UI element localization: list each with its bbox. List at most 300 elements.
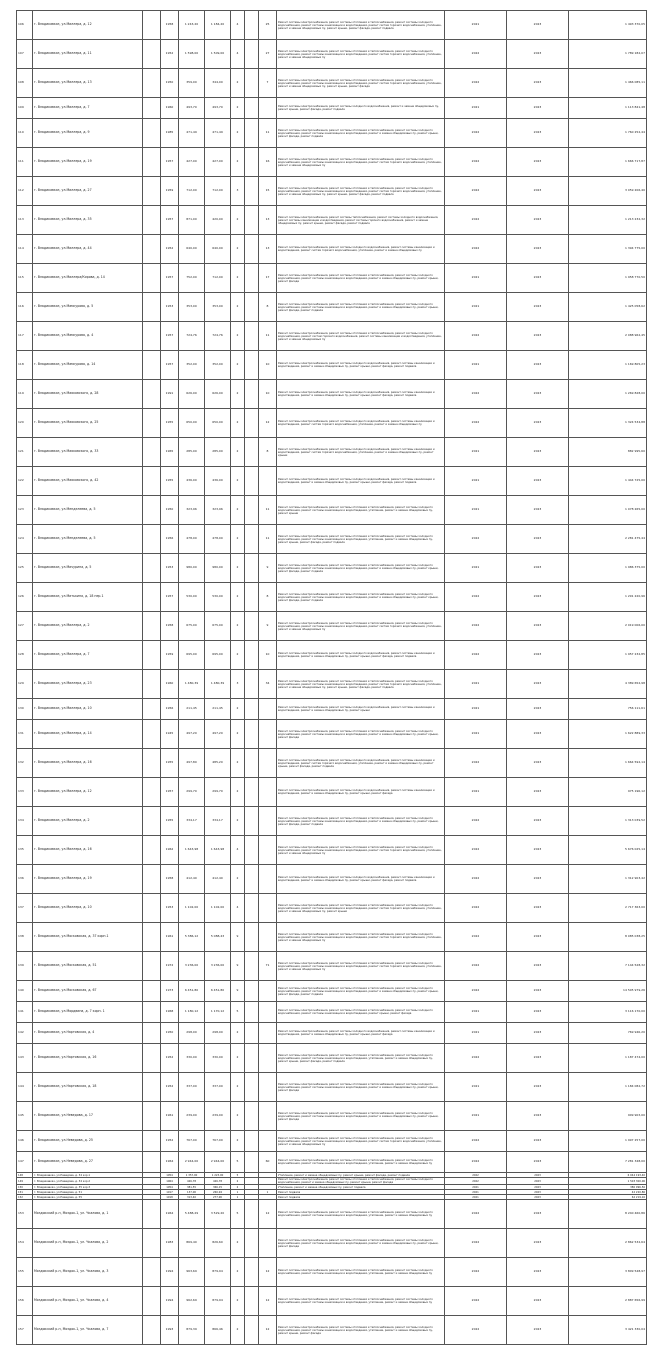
deadline-year-cell: 2023	[507, 1002, 569, 1023]
table-row	[17, 40, 647, 69]
work-types-cell: Ремонт системы электроснабжения, ремонт системы отопления и теплоснабжения, ремонт системы холодного водоснабжения, ремонт системы канализации и водоотведения, ремонт и замена общедомовых пу, ремонт крыши, ремонт фасада, ремонт подвала	[277, 807, 445, 836]
cell-a	[143, 554, 161, 583]
cost-cell: 1 425 058,62	[569, 293, 647, 322]
address-cell: г. Владикавказ, ул.Миллера, д. 11	[33, 40, 143, 69]
floors-cell: 2	[231, 699, 245, 720]
plan-year-cell: 2022	[445, 69, 507, 98]
living-area-cell: 2 944,00	[205, 1152, 231, 1173]
floors-cell: 2	[231, 525, 245, 554]
work-types-cell: Ремонт системы электроснабжения, ремонт системы отопления и теплоснабжения, ремонт системы холодного водоснабжения, ремонт системы канализации и водоотведения, ремонт и замена общедомовых пу, ремонт крыши, ремонт фасада, ремонт подвала	[277, 981, 445, 1002]
year-built-cell: 1962	[161, 836, 179, 865]
row-number: 155	[17, 1258, 33, 1287]
work-types-cell: Ремонт системы электроснабжения, ремонт системы холодного водоснабжения, ремонт системы канализации и водоотведения, ремонт и замена общедомовых пу, ремонт крыши, ремонт фасада, ремонт подвала	[277, 380, 445, 409]
floors-cell: 9	[231, 952, 245, 981]
cell-f	[245, 1287, 259, 1316]
plan-year-cell: 2022	[445, 865, 507, 894]
address-cell: г. Владикавказ, ул.Мичурина, д. 5	[33, 554, 143, 583]
residents-cell: 9	[259, 554, 277, 583]
row-number: 122	[17, 467, 33, 496]
total-area-cell: 530,00	[179, 583, 205, 612]
plan-year-cell: 2022	[445, 894, 507, 923]
address-cell: г. Владикавказ, ул.Маяковского, д. 33	[33, 438, 143, 467]
row-number: 144	[17, 1073, 33, 1102]
cost-cell: 1 986 375,00	[569, 554, 647, 583]
total-area-cell: 6 451,80	[179, 981, 205, 1002]
plan-year-cell: 2022	[445, 148, 507, 177]
cell-a	[143, 322, 161, 351]
total-area-cell: 962,69	[179, 1287, 205, 1316]
living-area-cell: 640,00	[205, 235, 231, 264]
plan-year-cell: 2022	[445, 583, 507, 612]
cost-cell: 909 903,00	[569, 1102, 647, 1131]
work-types-cell: Ремонт системы электроснабжения, ремонт системы холодного водоснабжения, ремонт системы канализации и водоотведения, ремонт и замена общедомовых пу, ремонт крыши	[277, 699, 445, 720]
row-number: 141	[17, 1002, 33, 1023]
living-area-cell: 3 236,00	[205, 952, 231, 981]
floors-cell: 2	[231, 206, 245, 235]
table-row	[17, 894, 647, 923]
year-built-cell: 1965	[161, 438, 179, 467]
table-row	[17, 1152, 647, 1173]
table-row	[17, 699, 647, 720]
cost-cell: 1 324 534,88	[569, 409, 647, 438]
row-number: 127	[17, 612, 33, 641]
living-area-cell: 1 509,00	[205, 40, 231, 69]
plan-year-cell: 2021	[445, 467, 507, 496]
cell-a	[143, 1229, 161, 1258]
cell-f	[245, 865, 259, 894]
address-cell: г. Владикавказ, ул.Миллера, д. 7	[33, 98, 143, 119]
total-area-cell: 752,00	[179, 264, 205, 293]
cell-f	[245, 720, 259, 749]
total-area-cell: 334,17	[179, 807, 205, 836]
plan-year-cell: 2021	[445, 720, 507, 749]
work-types-cell: Ремонт системы электроснабжения, ремонт системы холодного водоснабжения, ремонт системы канализации и водоотведения, ремонт и замена общедомовых пу, ремонт крыши, ремонт фасада	[277, 778, 445, 807]
residents-cell: 12	[259, 1287, 277, 1316]
floors-cell: 2	[231, 69, 245, 98]
plan-year-cell: 2022	[445, 206, 507, 235]
row-number: 133	[17, 778, 33, 807]
row-number: 151	[17, 1190, 33, 1195]
living-area-cell: 412,40	[205, 865, 231, 894]
total-area-cell: 724,76	[179, 322, 205, 351]
address-cell: г. Владикавказ, ул.Менделеева, д. 5	[33, 496, 143, 525]
cost-cell: 1 184 082,72	[569, 1073, 647, 1102]
cost-cell: 2 862 532,64	[569, 1229, 647, 1258]
row-number: 137	[17, 894, 33, 923]
deadline-year-cell: 2023	[507, 322, 569, 351]
row-number: 149	[17, 1178, 33, 1185]
living-area-cell: 497,20	[205, 720, 231, 749]
floors-cell: 9	[231, 923, 245, 952]
plan-year-cell: 2022	[445, 952, 507, 981]
living-area-cell: 675,00	[205, 612, 231, 641]
floors-cell: 9	[231, 981, 245, 1002]
address-cell: г. Владикавказ, ул.Миллера, д. 16	[33, 749, 143, 778]
residents-cell	[259, 1073, 277, 1102]
table-row	[17, 206, 647, 235]
work-types-cell: Ремонт системы электроснабжения, ремонт системы холодного водоснабжения, ремонт системы канализации и водоотведения, ремонт и замена общедомовых пу, ремонт крыши, ремонт фасада, ремонт подвала	[277, 641, 445, 670]
row-number: 126	[17, 583, 33, 612]
cell-f	[245, 612, 259, 641]
row-number: 121	[17, 438, 33, 467]
total-area-cell: 330,00	[179, 1044, 205, 1073]
row-number: 129	[17, 670, 33, 699]
work-types-cell: Ремонт системы электроснабжения, ремонт системы отопления и теплоснабжения, ремонт системы холодного водоснабжения, ремонт системы канализации и водоотведения, утепление, ремонт и замена общедомовых пу, ремонт крыши, ремонт фасада, ремонт подвала	[277, 1044, 445, 1073]
year-built-cell: 1958	[161, 11, 179, 40]
cell-f	[245, 923, 259, 952]
year-built-cell: 1972	[161, 952, 179, 981]
work-types-cell: Ремонт системы электроснабжения, ремонт системы отопления и теплоснабжения, ремонт системы холодного водоснабжения, ремонт системы канализации и водоотведения, ремонт систем горячего водоснабжения, утепление, ремонт и замена общедомовых пу, ремонт крыши, ремонт фасада, ремонт подвала	[277, 177, 445, 206]
cost-cell: 1 997 257,00	[569, 1131, 647, 1152]
cell-a	[143, 952, 161, 981]
year-built-cell: 1958	[161, 865, 179, 894]
year-built-cell: 1994	[161, 1287, 179, 1316]
plan-year-cell: 2022	[445, 836, 507, 865]
table-row	[17, 1023, 647, 1044]
residents-cell: 11	[259, 525, 277, 554]
cell-f	[245, 670, 259, 699]
row-number: 150	[17, 1185, 33, 1190]
total-area-cell: 381,55	[179, 1185, 205, 1190]
living-area-cell: 1 480,39	[205, 670, 231, 699]
plan-year-cell: 2021	[445, 1190, 507, 1195]
row-number: 142	[17, 1023, 33, 1044]
cell-f	[245, 438, 259, 467]
cell-f	[245, 1178, 259, 1185]
total-area-cell: 313,40	[179, 1195, 205, 1200]
plan-year-cell: 2022	[445, 1200, 507, 1229]
deadline-year-cell: 2023	[507, 720, 569, 749]
plan-year-cell: 2021	[445, 1002, 507, 1023]
plan-year-cell: 2021	[445, 98, 507, 119]
deadline-year-cell: 2023	[507, 264, 569, 293]
year-built-cell: 1958	[161, 612, 179, 641]
cost-cell: 882 995,60	[569, 438, 647, 467]
plan-year-cell: 2022	[445, 322, 507, 351]
cell-a	[143, 749, 161, 778]
deadline-year-cell: 2023	[507, 1258, 569, 1287]
floors-cell: 2	[231, 612, 245, 641]
plan-year-cell: 2022	[445, 1316, 507, 1345]
cell-a	[143, 1131, 161, 1152]
living-area-cell: 366,15	[205, 1185, 231, 1190]
work-types-cell: Ремонт системы электроснабжения, ремонт системы холодного водоснабжения, ремонт системы канализации и водоотведения, ремонт систем горячего водоснабжения, утепление, ремонт и замена общедомовых пу, ремонт крыши, ремонт фасада, ремонт подвала	[277, 749, 445, 778]
plan-year-cell: 2022	[445, 119, 507, 148]
year-built-cell: 1955	[161, 807, 179, 836]
work-types-cell: Ремонт системы электроснабжения, ремонт системы отопления и теплоснабжения, ремонт системы холодного водоснабжения, ремонт системы канализации и водоотведения, ремонт крыши, ремонт фасада	[277, 1002, 445, 1023]
floors-cell: 2	[231, 1229, 245, 1258]
total-area-cell: 285,00	[179, 438, 205, 467]
year-built-cell: 1964	[161, 1200, 179, 1229]
address-cell: г. Владикавказ, ул.Миллера, д. 10	[33, 699, 143, 720]
living-area-cell: 712,00	[205, 264, 231, 293]
living-area-cell: 337,00	[205, 1073, 231, 1102]
cell-a	[143, 148, 161, 177]
cell-a	[143, 409, 161, 438]
living-area-cell: 3 529,20	[205, 1200, 231, 1229]
floors-cell: 5	[231, 1002, 245, 1023]
floors-cell: 2	[231, 119, 245, 148]
floors-cell: 2	[231, 148, 245, 177]
living-area-cell: 344,00	[205, 69, 231, 98]
year-built-cell: 1961	[161, 923, 179, 952]
deadline-year-cell: 2023	[507, 778, 569, 807]
work-types-cell: Ремонт системы электроснабжения, ремонт системы отопления и теплоснабжения, ремонт системы холодного водоснабжения, ремонт системы канализации и водоотведения, ремонт и замена общедомовых пу, ремонт крыши, ремонт фасада	[277, 1229, 445, 1258]
row-number: 116	[17, 293, 33, 322]
cell-f	[245, 778, 259, 807]
year-built-cell: 1993	[161, 1316, 179, 1345]
table-row	[17, 778, 647, 807]
residents-cell: 11	[259, 496, 277, 525]
total-area-cell: 712,00	[179, 177, 205, 206]
table-row	[17, 1073, 647, 1102]
deadline-year-cell: 2023	[507, 1023, 569, 1044]
cost-cell: 1 493 370,05	[569, 11, 647, 40]
cost-cell: 1 291 220,96	[569, 583, 647, 612]
deadline-year-cell: 2023	[507, 206, 569, 235]
floors-cell: 2	[231, 293, 245, 322]
cell-a	[143, 923, 161, 952]
cell-f	[245, 11, 259, 40]
cell-a	[143, 206, 161, 235]
row-number: 148	[17, 1173, 33, 1178]
table-row	[17, 807, 647, 836]
row-number: 125	[17, 554, 33, 583]
cost-cell: 769 946,20	[569, 1023, 647, 1044]
row-number: 145	[17, 1102, 33, 1131]
cost-cell: 1 760 252,44	[569, 119, 647, 148]
floors-cell: 2	[231, 1316, 245, 1345]
cell-f	[245, 1023, 259, 1044]
residents-cell	[259, 894, 277, 923]
cell-a	[143, 1287, 161, 1316]
cell-f	[245, 40, 259, 69]
total-area-cell: 963,69	[179, 1258, 205, 1287]
cell-a	[143, 235, 161, 264]
living-area-cell: 879,94	[205, 1287, 231, 1316]
deadline-year-cell: 2023	[507, 69, 569, 98]
cell-a	[143, 836, 161, 865]
address-cell: г. Владикавказ, ул.Московская, д. 51	[33, 952, 143, 981]
living-area-cell: 650,00	[205, 409, 231, 438]
cost-cell: 2 019 006,00	[569, 612, 647, 641]
total-area-cell: 879,39	[179, 1316, 205, 1345]
row-number: 132	[17, 749, 33, 778]
address-cell: г. Владикавказ, ул.Мамсурова, д. 4	[33, 322, 143, 351]
row-number: 114	[17, 235, 33, 264]
cell-a	[143, 865, 161, 894]
plan-year-cell: 2022	[445, 981, 507, 1002]
floors-cell: 2	[231, 438, 245, 467]
living-area-cell: 436,00	[205, 467, 231, 496]
living-area-cell: 530,00	[205, 583, 231, 612]
deadline-year-cell: 2023	[507, 1152, 569, 1173]
row-number: 134	[17, 807, 33, 836]
work-types-cell: Ремонт системы электроснабжения, ремонт системы отопления и теплоснабжения, ремонт системы холодного водоснабжения, ремонт системы канализации и водоотведения, ремонт систем горячего водоснабжения, утепление, ремонт и замена общедомовых пу	[277, 1131, 445, 1152]
living-area-cell: 485,20	[205, 749, 231, 778]
residents-cell	[259, 467, 277, 496]
address-cell: г. Владикавказ, ул.Неведова, д. 34 кор.1	[33, 1173, 143, 1178]
cell-a	[143, 119, 161, 148]
plan-year-cell: 2022	[445, 1258, 507, 1287]
table-row	[17, 923, 647, 952]
cell-f	[245, 119, 259, 148]
total-area-cell: 137,00	[179, 1190, 205, 1195]
year-built-cell: 1953	[161, 554, 179, 583]
cell-f	[245, 952, 259, 981]
cost-cell: 7 281 348,00	[569, 1152, 647, 1173]
table-row	[17, 1229, 647, 1258]
deadline-year-cell: 2023	[507, 836, 569, 865]
work-types-cell: Ремонт системы электроснабжения, ремонт системы отопления и теплоснабжения, ремонт системы холодного водоснабжения, ремонт систем горячего водоснабжения, ремонт системы канализации и водоотведения, утепление, ремонт и замена общедомовых пу	[277, 322, 445, 351]
plan-year-cell: 2022	[445, 1152, 507, 1173]
cost-cell: 380 996,56	[569, 1185, 647, 1190]
living-area-cell: 352,00	[205, 351, 231, 380]
deadline-year-cell: 2023	[507, 894, 569, 923]
work-types-cell: Ремонт системы электроснабжения, ремонт системы холодного водоснабжения, ремонт системы канализации и водоотведения, ремонт систем горячего водоснабжения, утепление, ремонт и замена общедомовых пу, ремонт крыши	[277, 438, 445, 467]
total-area-cell: 426,78	[179, 1178, 205, 1185]
address-cell: г. Владикавказ, ул.Мамсурова, д. 14	[33, 351, 143, 380]
total-area-cell: 1 102,00	[179, 894, 205, 923]
residents-cell: 9	[259, 612, 277, 641]
deadline-year-cell: 2023	[507, 409, 569, 438]
residents-cell: 1	[259, 1190, 277, 1195]
residents-cell: 34	[259, 670, 277, 699]
address-cell: г. Владикавказ, ул.Неведова, д. 51	[33, 1190, 143, 1195]
deadline-year-cell: 2023	[507, 1316, 569, 1345]
deadline-year-cell: 2023	[507, 583, 569, 612]
year-built-cell: 1950	[161, 496, 179, 525]
residents-cell	[259, 1023, 277, 1044]
cell-a	[143, 1178, 161, 1185]
year-built-cell: 1973	[161, 981, 179, 1002]
plan-year-cell: 2021	[445, 264, 507, 293]
year-built-cell: 1957	[161, 264, 179, 293]
residents-cell: 11	[259, 119, 277, 148]
table-row	[17, 720, 647, 749]
cell-f	[245, 525, 259, 554]
year-built-cell: 1964	[161, 1152, 179, 1173]
deadline-year-cell: 2023	[507, 641, 569, 670]
address-cell: г. Владикавказ, ул.Митькина, д. 18 пер.1	[33, 583, 143, 612]
total-area-cell: 353,00	[179, 293, 205, 322]
row-number: 111	[17, 148, 33, 177]
floors-cell: 3	[231, 670, 245, 699]
cell-a	[143, 69, 161, 98]
plan-year-cell: 2021	[445, 11, 507, 40]
total-area-cell: 497,80	[179, 749, 205, 778]
work-types-cell: Ремонт системы электроснабжения, ремонт системы отопления и теплоснабжения, ремонт системы холодного водоснабжения, ремонт системы канализации и водоотведения, ремонт систем горячего водоснабжения, утепление, ремонт и замена общедомовых пу	[277, 612, 445, 641]
year-built-cell: 1955	[161, 749, 179, 778]
cost-cell: 1 444 725,00	[569, 467, 647, 496]
work-types-cell: Ремонт системы электроснабжения, ремонт системы отопления и теплоснабжения, ремонт системы холодного водоснабжения, ремонт системы канализации и водоотведения, ремонт и замена общедомовых пу, ремонт крыши, ремонт фасада, ремонт подвала	[277, 583, 445, 612]
cell-a	[143, 351, 161, 380]
cost-cell: 975 196,12	[569, 778, 647, 807]
row-number: 157	[17, 1316, 33, 1345]
row-number: 146	[17, 1131, 33, 1152]
residents-cell: 11	[259, 322, 277, 351]
cell-a	[143, 293, 161, 322]
deadline-year-cell: 2023	[507, 148, 569, 177]
cell-f	[245, 894, 259, 923]
work-types-cell: Ремонт системы электроснабжения, ремонт системы отопления и теплоснабжения, ремонт системы холодного водоснабжения, ремонт системы канализации и водоотведения, ремонт систем горячего водоснабжения, утепление, ремонт и замена общедомовых пу, ремонт крыши	[277, 894, 445, 923]
table-row	[17, 409, 647, 438]
cost-cell: 3 421 330,04	[569, 1316, 647, 1345]
row-number: 130	[17, 699, 33, 720]
deadline-year-cell: 2023	[507, 40, 569, 69]
deadline-year-cell: 2023	[507, 293, 569, 322]
address-cell: г. Владикавказ, ул.Неведова, д. 27	[33, 1152, 143, 1173]
residents-cell: 10	[259, 380, 277, 409]
deadline-year-cell: 2023	[507, 1044, 569, 1073]
cell-a	[143, 438, 161, 467]
address-cell: г. Владикавказ, ул.Мордвина, д. 7 корп. 1	[33, 1002, 143, 1023]
living-area-cell: 866,46	[205, 1316, 231, 1345]
plan-year-cell: 2022	[445, 409, 507, 438]
cost-cell: 1 958 770,50	[569, 264, 647, 293]
deadline-year-cell: 2023	[507, 1200, 569, 1229]
work-types-cell: Ремонт системы электроснабжения, ремонт системы отопления и теплоснабжения, ремонт системы холодного водоснабжения, ремонт системы канализации и водоотведения, утепление, ремонт и замена общедомовых пу	[277, 1258, 445, 1287]
cell-a	[143, 670, 161, 699]
residents-cell: 7	[259, 69, 277, 98]
cell-f	[245, 554, 259, 583]
residents-cell	[259, 1102, 277, 1131]
row-number: 131	[17, 720, 33, 749]
deadline-year-cell: 2023	[507, 119, 569, 148]
cost-cell: 1 503 300,06	[569, 1178, 647, 1185]
table-row	[17, 1258, 647, 1287]
deadline-year-cell: 2023	[507, 699, 569, 720]
living-area-cell: 298,00	[205, 1023, 231, 1044]
cost-cell: 1 078 265,00	[569, 496, 647, 525]
deadline-year-cell: 2023	[507, 235, 569, 264]
work-types-cell: Ремонт системы электроснабжения, ремонт системы отопления и теплоснабжения, ремонт системы холодного водоснабжения, ремонт системы канализации и водоотведения, утепление, ремонт и замена общедомовых пу	[277, 1287, 445, 1316]
work-types-cell: Ремонт системы электроснабжения, ремонт системы отопления и теплоснабжения, ремонт системы холодного водоснабжения, ремонт системы канализации и водоотведения, утепление, ремонт и замена общедомовых пу	[277, 1152, 445, 1173]
address-cell: г. Владикавказ, ул.Миллера, д. 35	[33, 206, 143, 235]
address-cell: г. Владикавказ, ул.Миллера, д. 2	[33, 807, 143, 836]
year-built-cell: 1945	[161, 720, 179, 749]
row-number: 106	[17, 11, 33, 40]
plan-year-cell: 2022	[445, 1178, 507, 1185]
plan-year-cell: 2021	[445, 496, 507, 525]
living-area-cell: 826,60	[205, 1229, 231, 1258]
plan-year-cell: 2021	[445, 438, 507, 467]
plan-year-cell: 2021	[445, 699, 507, 720]
cell-f	[245, 699, 259, 720]
work-types-cell: Ремонт системы электроснабжения, ремонт системы отопления и теплоснабжения, ремонт системы холодного водоснабжения, ремонт системы канализации и водоотведения, ремонт и замена общедомовых пу, ремонт крыши, ремонт фасада	[277, 720, 445, 749]
deadline-year-cell: 2023	[507, 923, 569, 952]
cost-cell: 3 059 206,40	[569, 177, 647, 206]
cell-a	[143, 1002, 161, 1023]
cell-a	[143, 778, 161, 807]
year-built-cell: 1957	[161, 778, 179, 807]
cell-a	[143, 807, 161, 836]
plan-year-cell: 2021	[445, 1102, 507, 1131]
living-area-cell: 1 102,00	[205, 894, 231, 923]
total-area-cell: 675,00	[179, 612, 205, 641]
floors-cell: 2	[231, 1258, 245, 1287]
address-cell: г. Владикавказ, ул.Миллера, д. 14	[33, 720, 143, 749]
table-row	[17, 98, 647, 119]
cell-f	[245, 98, 259, 119]
total-area-cell: 1 357,00	[179, 1173, 205, 1178]
row-number: 138	[17, 923, 33, 952]
cell-f	[245, 807, 259, 836]
deadline-year-cell: 2023	[507, 981, 569, 1002]
year-built-cell: 1954	[161, 1185, 179, 1190]
living-area-cell: 323,96	[205, 496, 231, 525]
cell-f	[245, 981, 259, 1002]
